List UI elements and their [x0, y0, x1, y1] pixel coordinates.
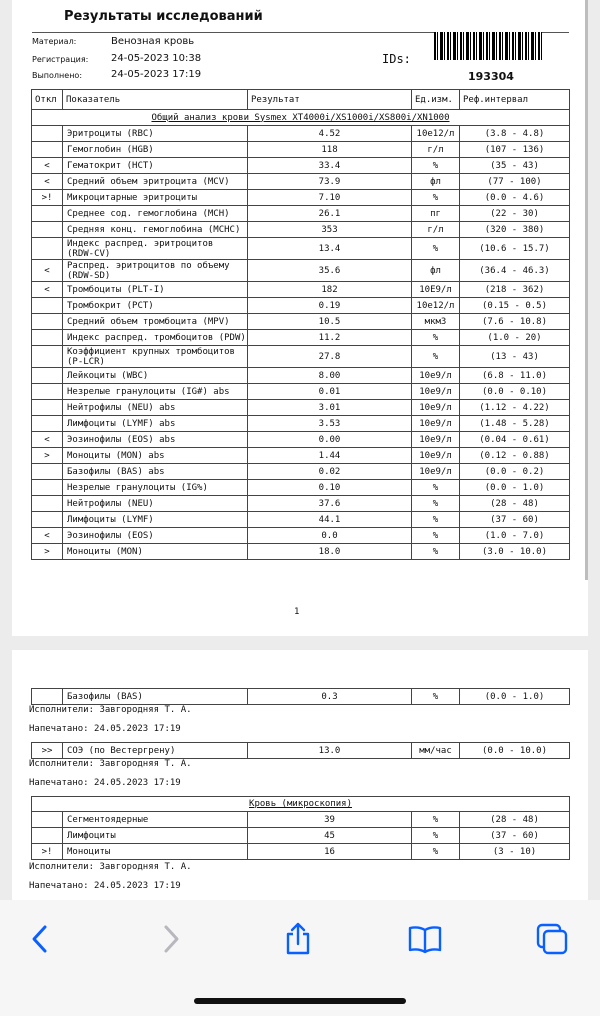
book-icon	[407, 924, 443, 954]
row-flag	[32, 314, 63, 330]
row-name: Базофилы (BAS) abs	[63, 464, 248, 480]
registration-label: Регистрация:	[32, 55, 89, 64]
row-value: 0.02	[248, 464, 412, 480]
row-value: 7.10	[248, 190, 412, 206]
row-name: Эозинофилы (EOS)	[63, 528, 248, 544]
row-unit: %	[412, 828, 460, 844]
row-unit: %	[412, 844, 460, 860]
row-flag	[32, 126, 63, 142]
row-value: 44.1	[248, 512, 412, 528]
row-ref: (1.12 - 4.22)	[460, 400, 570, 416]
row-value: 35.6	[248, 260, 412, 282]
row-ref: (28 - 48)	[460, 812, 570, 828]
microscopy-table	[31, 796, 570, 860]
row-ref: (37 - 60)	[460, 828, 570, 844]
row-name: Индекс распред. эритроцитов (RDW-CV)	[63, 238, 248, 260]
row-unit: 10e9/л	[412, 400, 460, 416]
row-ref: (218 - 362)	[460, 282, 570, 298]
row-flag	[32, 400, 63, 416]
table-row	[32, 400, 570, 416]
row-flag: <	[32, 528, 63, 544]
section-row	[32, 797, 570, 812]
material-label: Материал:	[32, 37, 77, 46]
row-name: Средний объем тромбоцита (MPV)	[63, 314, 248, 330]
row-value: 8.00	[248, 368, 412, 384]
row-unit: %	[412, 512, 460, 528]
row-unit: %	[412, 689, 460, 705]
row-flag	[32, 512, 63, 528]
row-value: 118	[248, 142, 412, 158]
row-name: Моноциты (MON) abs	[63, 448, 248, 464]
table-row	[32, 448, 570, 464]
page-number: 1	[294, 607, 300, 617]
table-row	[32, 314, 570, 330]
scrollbar[interactable]	[585, 0, 588, 580]
row-value: 10.5	[248, 314, 412, 330]
row-name: Тромбоциты (PLT-I)	[63, 282, 248, 298]
ids-label: IDs:	[382, 52, 411, 66]
row-name: Средний объем эритроцита (MCV)	[63, 174, 248, 190]
row-ref: (0.0 - 1.0)	[460, 480, 570, 496]
row-ref: (7.6 - 10.8)	[460, 314, 570, 330]
esr-table	[31, 742, 570, 759]
row-ref: (0.15 - 0.5)	[460, 298, 570, 314]
row-ref: (77 - 100)	[460, 174, 570, 190]
share-icon	[283, 922, 313, 956]
row-unit: %	[412, 812, 460, 828]
row-flag: >!	[32, 190, 63, 206]
row-flag	[32, 464, 63, 480]
printed-line: Напечатано: 24.05.2023 17:19	[29, 724, 181, 734]
row-flag	[32, 142, 63, 158]
table-row	[32, 828, 570, 844]
table-row	[32, 282, 570, 298]
home-indicator[interactable]	[194, 998, 406, 1004]
table-header-row	[32, 90, 570, 110]
row-value: 45	[248, 828, 412, 844]
row-ref: (13 - 43)	[460, 346, 570, 368]
row-value: 16	[248, 844, 412, 860]
row-value: 11.2	[248, 330, 412, 346]
row-name: Нейтрофилы (NEU)	[63, 496, 248, 512]
table-row	[32, 689, 570, 705]
row-flag	[32, 496, 63, 512]
row-unit: 10E9/л	[412, 282, 460, 298]
row-ref: (0.12 - 0.88)	[460, 448, 570, 464]
row-ref: (320 - 380)	[460, 222, 570, 238]
row-value: 73.9	[248, 174, 412, 190]
row-flag: >>	[32, 743, 63, 759]
table-row	[32, 158, 570, 174]
barcode	[434, 32, 542, 60]
row-name: Коэффициент крупных тромбоцитов (P-LCR)	[63, 346, 248, 368]
row-value: 13.4	[248, 238, 412, 260]
row-flag	[32, 346, 63, 368]
row-ref: (37 - 60)	[460, 512, 570, 528]
row-value: 26.1	[248, 206, 412, 222]
row-value: 0.0	[248, 528, 412, 544]
row-flag: <	[32, 158, 63, 174]
row-ref: (28 - 48)	[460, 496, 570, 512]
row-value: 0.3	[248, 689, 412, 705]
row-value: 353	[248, 222, 412, 238]
row-unit: %	[412, 158, 460, 174]
row-flag	[32, 812, 63, 828]
table-row	[32, 346, 570, 368]
table-row	[32, 126, 570, 142]
row-value: 4.52	[248, 126, 412, 142]
row-flag	[32, 206, 63, 222]
report-page-1	[12, 0, 588, 636]
table-row	[32, 206, 570, 222]
row-ref: (10.6 - 15.7)	[460, 238, 570, 260]
table-row	[32, 464, 570, 480]
row-ref: (0.04 - 0.61)	[460, 432, 570, 448]
table-row	[32, 298, 570, 314]
row-ref: (0.0 - 1.0)	[460, 689, 570, 705]
executors-line: Исполнители: Завгородняя Т. А.	[29, 862, 192, 872]
barcode-number: 193304	[468, 70, 514, 83]
forward-button[interactable]	[151, 920, 191, 958]
table-row	[32, 844, 570, 860]
table-row	[32, 812, 570, 828]
row-ref: (3.0 - 10.0)	[460, 544, 570, 560]
row-name: Лейкоциты (WBC)	[63, 368, 248, 384]
row-unit: фл	[412, 260, 460, 282]
share-button[interactable]	[278, 920, 318, 958]
row-unit: %	[412, 528, 460, 544]
table-row	[32, 238, 570, 260]
row-value: 182	[248, 282, 412, 298]
row-ref: (6.8 - 11.0)	[460, 368, 570, 384]
back-button[interactable]	[20, 920, 60, 958]
executors-line: Исполнители: Завгородняя Т. А.	[29, 759, 192, 769]
header-unit: Ед.изм.	[412, 90, 460, 110]
row-ref: (3.8 - 4.8)	[460, 126, 570, 142]
row-unit: 10e9/л	[412, 368, 460, 384]
row-flag	[32, 480, 63, 496]
row-ref: (0.0 - 0.2)	[460, 464, 570, 480]
row-value: 3.01	[248, 400, 412, 416]
basophils-table	[31, 688, 570, 705]
done-label: Выполнено:	[32, 71, 83, 80]
table-row	[32, 222, 570, 238]
row-value: 13.0	[248, 743, 412, 759]
row-unit: 10e9/л	[412, 416, 460, 432]
table-row	[32, 512, 570, 528]
chevron-right-icon	[160, 924, 182, 954]
row-flag	[32, 828, 63, 844]
row-ref: (0.0 - 4.6)	[460, 190, 570, 206]
row-name: СОЭ (по Вестергрену)	[63, 743, 248, 759]
table-row	[32, 330, 570, 346]
section-title: Общий анализ крови Sysmex XT4000i/XS1000i/XS800i/XN1000	[32, 110, 570, 126]
row-unit: 10e12/л	[412, 126, 460, 142]
row-name: Лимфоциты (LYMF)	[63, 512, 248, 528]
row-unit: мм/час	[412, 743, 460, 759]
row-value: 39	[248, 812, 412, 828]
row-unit: 10e9/л	[412, 448, 460, 464]
printed-line: Напечатано: 24.05.2023 17:19	[29, 881, 181, 891]
row-flag	[32, 689, 63, 705]
row-flag	[32, 368, 63, 384]
printed-line: Напечатано: 24.05.2023 17:19	[29, 778, 181, 788]
row-unit: %	[412, 480, 460, 496]
row-name: Эозинофилы (EOS) abs	[63, 432, 248, 448]
row-unit: %	[412, 190, 460, 206]
row-flag: >	[32, 448, 63, 464]
row-unit: %	[412, 238, 460, 260]
row-flag	[32, 330, 63, 346]
row-value: 27.8	[248, 346, 412, 368]
table-row	[32, 480, 570, 496]
tabs-icon	[534, 922, 570, 956]
row-flag: >!	[32, 844, 63, 860]
header-result: Результат	[248, 90, 412, 110]
row-flag	[32, 222, 63, 238]
material-value: Венозная кровь	[111, 36, 195, 47]
row-name: Распред. эритроцитов по объему (RDW-SD)	[63, 260, 248, 282]
row-unit: 10e9/л	[412, 432, 460, 448]
table-row	[32, 142, 570, 158]
results-table	[31, 89, 570, 560]
row-name: Эритроциты (RBC)	[63, 126, 248, 142]
row-unit: 10e12/л	[412, 298, 460, 314]
report-title: Результаты исследований	[64, 9, 263, 24]
row-value: 33.4	[248, 158, 412, 174]
row-value: 0.10	[248, 480, 412, 496]
row-ref: (3 - 10)	[460, 844, 570, 860]
row-flag	[32, 298, 63, 314]
row-unit: 10e9/л	[412, 464, 460, 480]
row-unit: 10e9/л	[412, 384, 460, 400]
row-flag	[32, 416, 63, 432]
table-row	[32, 528, 570, 544]
row-ref: (1.0 - 7.0)	[460, 528, 570, 544]
row-name: Моноциты (MON)	[63, 544, 248, 560]
registration-value: 24-05-2023 10:38	[111, 53, 202, 64]
row-ref: (22 - 30)	[460, 206, 570, 222]
row-unit: г/л	[412, 222, 460, 238]
bookmarks-button[interactable]	[405, 920, 445, 958]
row-flag	[32, 238, 63, 260]
section-row	[32, 110, 570, 126]
table-row	[32, 174, 570, 190]
row-unit: %	[412, 496, 460, 512]
row-name: Лимфоциты (LYMF) abs	[63, 416, 248, 432]
row-unit: %	[412, 346, 460, 368]
row-ref: (35 - 43)	[460, 158, 570, 174]
table-row	[32, 368, 570, 384]
table-row	[32, 544, 570, 560]
row-flag: <	[32, 282, 63, 298]
row-ref: (0.0 - 0.10)	[460, 384, 570, 400]
row-name: Индекс распред. тромбоцитов (PDW)	[63, 330, 248, 346]
row-flag: <	[32, 174, 63, 190]
table-row	[32, 260, 570, 282]
row-ref: (107 - 136)	[460, 142, 570, 158]
row-unit: %	[412, 330, 460, 346]
table-row	[32, 496, 570, 512]
row-ref: (36.4 - 46.3)	[460, 260, 570, 282]
table-row	[32, 416, 570, 432]
row-name: Гематокрит (HCT)	[63, 158, 248, 174]
row-name: Гемоглобин (HGB)	[63, 142, 248, 158]
row-name: Незрелые гранулоциты (IG#) abs	[63, 384, 248, 400]
row-value: 1.44	[248, 448, 412, 464]
row-name: Сегментоядерные	[63, 812, 248, 828]
row-name: Нейтрофилы (NEU) abs	[63, 400, 248, 416]
row-flag: <	[32, 432, 63, 448]
row-name: Лимфоциты	[63, 828, 248, 844]
row-name: Базофилы (BAS)	[63, 689, 248, 705]
row-name: Средняя конц. гемоглобина (MCHC)	[63, 222, 248, 238]
row-name: Микроцитарные эритроциты	[63, 190, 248, 206]
header-ref: Реф.интервал	[460, 90, 570, 110]
row-ref: (0.0 - 10.0)	[460, 743, 570, 759]
row-name: Тромбокрит (PCT)	[63, 298, 248, 314]
table-row	[32, 384, 570, 400]
executors-line: Исполнители: Завгородняя Т. А.	[29, 705, 192, 715]
row-unit: %	[412, 544, 460, 560]
chevron-left-icon	[29, 924, 51, 954]
row-name: Среднее сод. гемоглобина (MCH)	[63, 206, 248, 222]
row-unit: фл	[412, 174, 460, 190]
row-ref: (1.0 - 20)	[460, 330, 570, 346]
row-value: 3.53	[248, 416, 412, 432]
table-row	[32, 743, 570, 759]
row-value: 0.19	[248, 298, 412, 314]
section-title: Кровь (микроскопия)	[32, 797, 570, 812]
table-row	[32, 190, 570, 206]
row-value: 37.6	[248, 496, 412, 512]
header-flag: Откл	[32, 90, 63, 110]
row-flag: >	[32, 544, 63, 560]
row-unit: г/л	[412, 142, 460, 158]
done-value: 24-05-2023 17:19	[111, 69, 202, 80]
row-value: 18.0	[248, 544, 412, 560]
header-name: Показатель	[63, 90, 248, 110]
row-flag: <	[32, 260, 63, 282]
row-value: 0.01	[248, 384, 412, 400]
report-page-2	[12, 650, 588, 900]
row-unit: мкм3	[412, 314, 460, 330]
table-row	[32, 432, 570, 448]
row-name: Моноциты	[63, 844, 248, 860]
row-unit: пг	[412, 206, 460, 222]
row-value: 0.00	[248, 432, 412, 448]
row-ref: (1.48 - 5.28)	[460, 416, 570, 432]
tabs-button[interactable]	[532, 920, 572, 958]
row-flag	[32, 384, 63, 400]
row-name: Незрелые гранулоциты (IG%)	[63, 480, 248, 496]
